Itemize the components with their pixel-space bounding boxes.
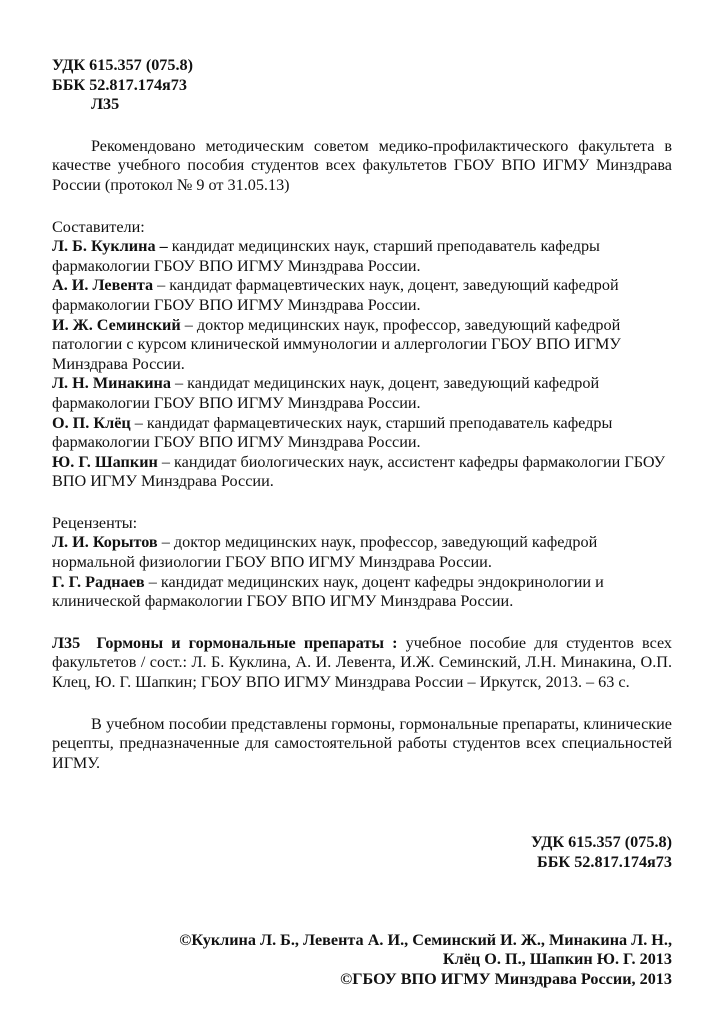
copyright-line-2: Клёц О. П., Шапкин Ю. Г. 2013 [442, 950, 672, 969]
copyright-line-3: ©ГБОУ ВПО ИГМУ Минздрава России, 2013 [340, 969, 672, 988]
bbk-code-right: ББК 52.817.174я73 [537, 853, 672, 871]
reviewer-name: Л. И. Корытов [52, 533, 158, 552]
bibliographic-entry [52, 634, 672, 693]
compiler-name: Л. Б. Куклина – [52, 237, 168, 256]
compiler-desc: – кандидат медицинских наук, доцент, заведующий кафедрой фармакологии ГБОУ ВПО ИГМУ Минздрава России. [52, 374, 600, 412]
compiler-desc: – кандидат фармацевтических наук, старший преподаватель кафедры фармакологии ГБОУ ВПО ИГМУ Минздрава России. [52, 413, 613, 452]
bibliography-title: Гормоны и гормональные препараты : [96, 633, 398, 652]
compiler-entry [52, 374, 672, 413]
udk-code-right: УДК 615.357 (075.8) [530, 833, 672, 852]
compiler-entry [52, 237, 672, 276]
reviewer-entry [52, 533, 672, 572]
compiler-name: Л. Н. Минакина [52, 374, 171, 393]
compiler-entry [52, 414, 672, 453]
compiler-name: И. Ж. Семинский [52, 315, 181, 334]
compiler-entry [52, 453, 672, 492]
copyright-line-1: ©Куклина Л. Б., Левента А. И., Семинский И. Ж., Минакина Л. Н., [179, 930, 672, 949]
reviewers-section [52, 514, 672, 612]
classification-codes-right [52, 833, 672, 872]
classification-codes [52, 56, 672, 115]
reviewer-desc: – доктор медицинских наук, профессор, заведующий кафедрой нормальной физиологии ГБОУ ВПО ИГМУ Минздрава России. [52, 533, 598, 572]
compiler-desc: – доктор медицинских наук, профессор, заведующий кафедрой патологии с курсом клинической иммунологии и аллергологии ГБОУ ВПО ИГМУ Минздрава России. [52, 315, 621, 373]
compilers-section [52, 218, 672, 492]
compiler-entry [52, 276, 672, 315]
reviewers-title: Рецензенты: [52, 513, 138, 532]
compiler-desc: – кандидат биологических наук, ассистент кафедры фармакологии ГБОУ ВПО ИГМУ Минздрава России. [52, 452, 666, 491]
compiler-desc: кандидат медицинских наук, старший преподаватель кафедры фармакологии ГБОУ ВПО ИГМУ Минздрава России. [52, 237, 600, 275]
copyright-block [52, 931, 672, 990]
recommendation-text: Рекомендовано методическим советом медико-профилактического факультета в качестве учебного пособия студентов всех факультетов ГБОУ ВПО ИГМУ Минздрава России (протокол № 9 от 31.05.13) [52, 136, 672, 194]
bbk-code: ББК 52.817.174я73 [52, 75, 187, 94]
author-mark: Л35 [91, 95, 120, 114]
compiler-name: О. П. Клёц [52, 413, 131, 432]
compiler-name: А. И. Левента [52, 276, 154, 295]
compilers-title: Составители: [52, 217, 145, 236]
document-page [52, 56, 672, 989]
bibliography-rest: учебное пособие для студентов всех факультетов / сост.: Л. Б. Куклина, А. И. Левента, И.Ж. Семинский, Л.Н. Минакина, О.П. Клец, Ю. Г. Шапкин; ГБОУ ВПО ИГМУ Минздрава России – Иркутск, 2013. – 63 с. [52, 633, 673, 692]
reviewer-entry [52, 573, 672, 612]
udk-code: УДК 615.357 (075.8) [52, 56, 194, 74]
abstract-text: В учебном пособии представлены гормоны, гормональные препараты, клинические рецепты, предназначенные для самостоятельной работы студентов всех специальностей ИГМУ. [52, 714, 672, 772]
bibliography-mark: Л35 [52, 633, 81, 652]
compiler-entry [52, 316, 672, 375]
reviewer-name: Г. Г. Раднаев [52, 572, 145, 591]
reviewer-desc: – кандидат медицинских наук, доцент кафедры эндокринологии и клинической фармакологии ГБОУ ВПО ИГМУ Минздрава России. [52, 572, 604, 611]
compiler-desc: – кандидат фармацевтических наук, доцент, заведующий кафедрой фармакологии ГБОУ ВПО ИГМУ Минздрава России. [52, 276, 619, 314]
compiler-name: Ю. Г. Шапкин [52, 452, 158, 471]
